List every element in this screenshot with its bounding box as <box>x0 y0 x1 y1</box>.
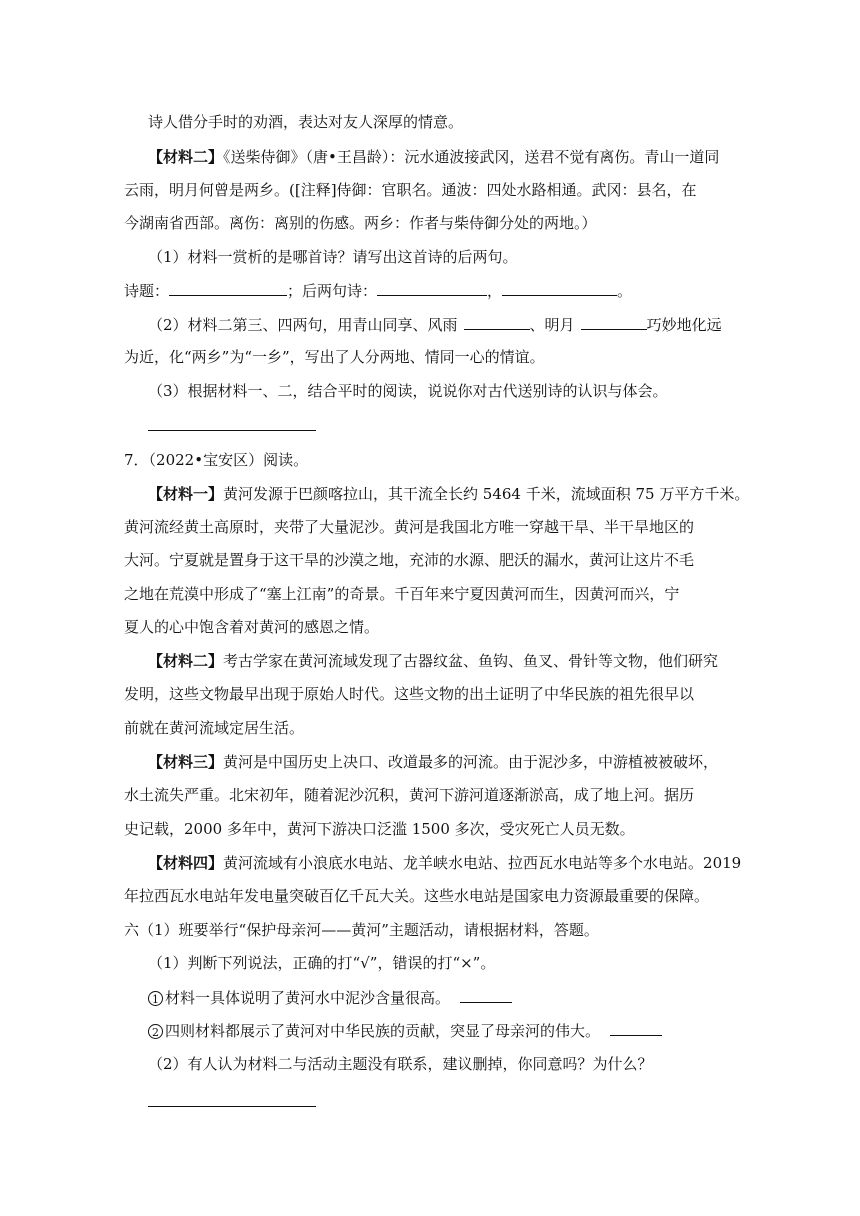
q7-material-four-text-1: 黄河流域有小浪底水电站、龙羊峡水电站、拉西瓦水电站等多个水电站。2019 <box>223 854 742 872</box>
question-2-part-1: （2）材料二第三、四两句，用青山同享、风雨 <box>148 316 458 334</box>
material-two-tag: 【材料二】 <box>148 148 224 166</box>
question-2-part-2: 、明月 <box>529 316 575 334</box>
q7-material-one-text-1: 黄河发源于巴颜喀拉山，其干流全长约 5464 千米，流域面积 75 万平方千米。 <box>223 485 750 503</box>
q7-material-two-line-1 <box>148 651 718 671</box>
q7-material-two-tag: 【材料二】 <box>148 652 224 670</box>
q7-material-one-line-2: 黄河流经黄土高原时，夹带了大量泥沙。黄河是我国北方唯一穿越干旱、半干旱地区的 <box>124 518 695 536</box>
last-two-lines-label: ；后两句诗： <box>287 282 378 300</box>
question-1-prompt: （1）材料一赏析的是哪首诗？请写出这首诗的后两句。 <box>148 248 518 266</box>
question-3-answer-line[interactable] <box>148 430 316 431</box>
q7-material-two-line-3: 前就在黄河流域定居生活。 <box>124 719 305 737</box>
poem-title-blank[interactable] <box>169 280 287 296</box>
q7-material-three-line-1 <box>148 752 718 772</box>
judgment-item-2-text: 四则材料都展示了黄河对中华民族的贡献，突显了母亲河的伟大。 <box>165 1022 601 1040</box>
question-1-answer-row <box>124 280 632 301</box>
q7-material-three-text-1: 黄河是中国历史上决口、改道最多的河流。由于泥沙多，中游植被被破坏， <box>223 753 719 771</box>
moon-blank[interactable] <box>581 314 647 330</box>
question-2-line-2: 为近，化“两乡”为“一乡”，写出了人分两地、情同一心的情谊。 <box>124 348 545 366</box>
question-3-prompt: （3）根据材料一、二，结合平时的阅读，说说你对古代送别诗的认识与体会。 <box>148 382 668 400</box>
material-two-line-3: 今湖南省西部。离伤：离别的伤感。两乡：作者与柴侍御分处的两地。） <box>124 214 597 232</box>
material-one-ending: 诗人借分手时的劝酒，表达对友人深厚的情意。 <box>148 113 464 131</box>
question-2-line-1 <box>148 314 722 335</box>
material-two-text-1: 《送柴侍御》（唐•王昌龄）：沅水通波接武冈，送君不觉有离伤。青山一道同 <box>223 148 720 166</box>
sub-question-2-answer-line[interactable] <box>148 1106 316 1107</box>
wind-rain-blank[interactable] <box>464 314 530 330</box>
poem-title-label: 诗题： <box>124 282 170 300</box>
period-mark: 。 <box>617 282 633 300</box>
q7-material-three-line-3: 史记载，2000 多年中，黄河下游决口泛滥 1500 多次，受灾死亡人员无数。 <box>124 820 635 838</box>
q7-material-three-line-2: 水土流失严重。北宋初年，随着泥沙沉积，黄河下游河道逐渐淤高，成了地上河。据历 <box>124 786 695 804</box>
q7-material-four-line-1 <box>148 853 741 873</box>
q7-material-two-line-2: 发明，这些文物最早出现于原始人时代。这些文物的出土证明了中华民族的祖先很早以 <box>124 685 695 703</box>
judgment-item-1-blank[interactable] <box>460 987 512 1003</box>
q7-material-one-line-5: 夏人的心中饱含着对黄河的感恩之情。 <box>124 618 380 636</box>
q7-material-one-line-1 <box>148 484 749 504</box>
judgment-item-1 <box>148 987 512 1008</box>
sub-question-2-prompt: （2）有人认为材料二与活动主题没有联系，建议删掉，你同意吗？为什么？ <box>148 1055 653 1073</box>
material-two-line-1 <box>148 147 719 167</box>
q7-material-four-line-2: 年拉西瓦水电站年发电量突破百亿千瓦大关。这些水电站是国家电力资源最重要的保障。 <box>124 887 710 905</box>
judgment-item-1-text: 材料一具体说明了黄河水中泥沙含量很高。 <box>165 989 451 1007</box>
comma-separator: ， <box>487 282 503 300</box>
question-2-part-3: 巧妙地化远 <box>646 316 722 334</box>
judgment-item-2-blank[interactable] <box>610 1020 662 1036</box>
question-7-header: 7．（2022•宝安区）阅读。 <box>124 451 309 469</box>
poem-line-4-blank[interactable] <box>502 280 617 296</box>
q7-material-one-line-4: 之地在荒漠中形成了“塞上江南”的奇景。千百年来宁夏因黄河而生，因黄河而兴，宁 <box>124 585 680 603</box>
q7-material-three-tag: 【材料三】 <box>148 753 224 771</box>
circled-number-1: 1 <box>148 991 163 1006</box>
q7-material-one-line-3: 大河。宁夏就是置身于这干旱的沙漠之地，充沛的水源、肥沃的漏水，黄河让这片不毛 <box>124 551 695 569</box>
circled-number-2: 2 <box>148 1024 163 1039</box>
material-two-line-2: 云雨，明月何曾是两乡。([注释]侍御：官职名。通波：四处水路相通。武冈：县名，在 <box>124 181 697 199</box>
activity-instruction: 六（1）班要举行“保护母亲河——黄河”主题活动，请根据材料，答题。 <box>124 921 599 939</box>
sub-question-1-prompt: （1）判断下列说法，正确的打“√”，错误的打“×”。 <box>148 954 496 972</box>
q7-material-one-tag: 【材料一】 <box>148 485 224 503</box>
poem-line-3-blank[interactable] <box>377 280 487 296</box>
q7-material-two-text-1: 考古学家在黄河流域发现了古器纹盆、鱼钩、鱼叉、骨针等文物，他们研究 <box>223 652 719 670</box>
q7-material-four-tag: 【材料四】 <box>148 854 224 872</box>
judgment-item-2 <box>148 1020 662 1041</box>
